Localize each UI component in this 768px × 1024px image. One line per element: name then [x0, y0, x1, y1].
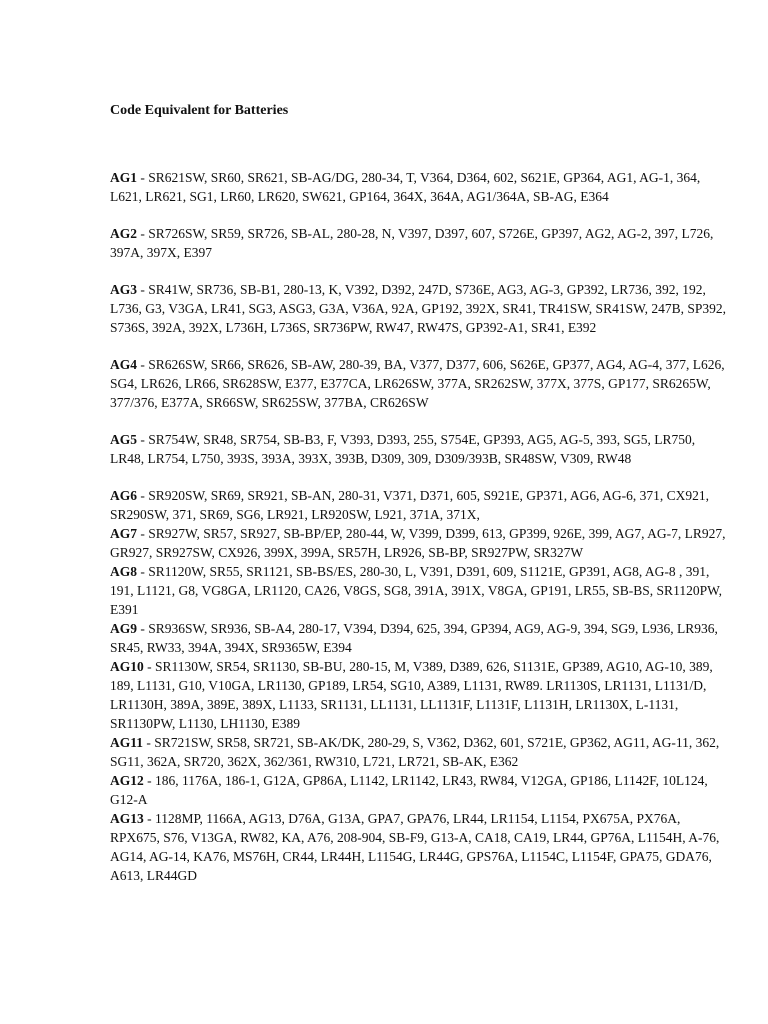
battery-entry-ag1	[110, 168, 728, 206]
battery-entry-ag2	[110, 224, 728, 262]
battery-code: AG13	[110, 811, 144, 826]
battery-entry-ag4	[110, 355, 728, 412]
battery-equivalents: - SR626SW, SR66, SR626, SB-AW, 280-39, BA, V377, D377, 606, S626E, GP377, AG4, AG-4, 377, L626, SG4, LR626, LR66, SR628SW, E377, E377CA, LR626SW, 377A, SR262SW, 377X, 377S, GP177, SR6265W, 377/376, E377A, SR66SW, SR625SW, 377BA, CR626SW	[110, 357, 725, 410]
battery-equivalents: - SR1120W, SR55, SR1121, SB-BS/ES, 280-30, L, V391, D391, 609, S1121E, GP391, AG8, AG-8 , 391, 191, L1121, G8, VG8GA, LR1120, CA26, V8GS, SG8, 391A, 391X, V8GA, GP191, LR55, SB-BS, SR1120PW, E391	[110, 564, 722, 617]
battery-entry-ag3	[110, 280, 728, 337]
battery-code: AG9	[110, 621, 137, 636]
battery-equivalents: - 1128MP, 1166A, AG13, D76A, G13A, GPA7, GPA76, LR44, LR1154, L1154, PX675A, PX76A, RPX675, S76, V13GA, RW82, KA, A76, 208-904, SB-F9, G13-A, CA18, CA19, LR44, GP76A, L1154H, A-76, AG14, AG-14, KA76, MS76H, CR44, LR44H, L1154G, LR44G, GPS76A, L1154C, L1154F, GPA75, GDA76, A613, LR44GD	[110, 811, 720, 883]
battery-entry-ag5	[110, 430, 728, 468]
battery-code: AG7	[110, 526, 137, 541]
battery-entry-ag9	[110, 619, 728, 657]
battery-equivalents: - SR621SW, SR60, SR621, SB-AG/DG, 280-34, T, V364, D364, 602, S621E, GP364, AG1, AG-1, 364, L621, LR621, SG1, LR60, LR620, SW621, GP164, 364X, 364A, AG1/364A, SB-AG, E364	[110, 170, 701, 204]
battery-entry-ag7	[110, 524, 728, 562]
battery-entry-ag11	[110, 733, 728, 771]
battery-equivalents: - SR920SW, SR69, SR921, SB-AN, 280-31, V371, D371, 605, S921E, GP371, AG6, AG-6, 371, CX921, SR290SW, 371, SR69, SG6, LR921, LR920SW, L921, 371A, 371X,	[110, 488, 709, 522]
battery-code: AG5	[110, 432, 137, 447]
battery-code: AG2	[110, 226, 137, 241]
battery-equivalents: - 186, 1176A, 186-1, G12A, GP86A, L1142, LR1142, LR43, RW84, V12GA, GP186, L1142F, 10L124, G12-A	[110, 773, 708, 807]
battery-code: AG10	[110, 659, 144, 674]
document-title: Code Equivalent for Batteries	[110, 103, 289, 118]
document-page	[110, 101, 728, 885]
battery-equivalents: - SR726SW, SR59, SR726, SB-AL, 280-28, N, V397, D397, 607, S726E, GP397, AG2, AG-2, 397, L726, 397A, 397X, E397	[110, 226, 714, 260]
battery-code: AG8	[110, 564, 137, 579]
battery-entry-ag8	[110, 562, 728, 619]
battery-entry-ag13	[110, 809, 728, 885]
battery-entry-ag12	[110, 771, 728, 809]
battery-equivalents: - SR41W, SR736, SB-B1, 280-13, K, V392, D392, 247D, S736E, AG3, AG-3, GP392, LR736, 392, 192, L736, G3, V3GA, LR41, SG3, ASG3, G3A, V36A, 92A, GP192, 392X, SR41, TR41SW, SR41SW, 247B, SP392, S736S, 392A, 392X, L736H, L736S, SR736PW, RW47, RW47S, GP392-A1, SR41, E392	[110, 282, 726, 335]
battery-equivalents: - SR936SW, SR936, SB-A4, 280-17, V394, D394, 625, 394, GP394, AG9, AG-9, 394, SG9, L936, LR936, SR45, RW33, 394A, 394X, SR9365W, E394	[110, 621, 718, 655]
battery-code: AG12	[110, 773, 144, 788]
battery-code: AG6	[110, 488, 137, 503]
battery-equivalents: - SR754W, SR48, SR754, SB-B3, F, V393, D393, 255, S754E, GP393, AG5, AG-5, 393, SG5, LR750, LR48, LR754, L750, 393S, 393A, 393X, 393B, D309, 309, D309/393B, SR48SW, V309, RW48	[110, 432, 696, 466]
battery-entry-ag6	[110, 486, 728, 524]
battery-code: AG3	[110, 282, 137, 297]
battery-equivalents: - SR927W, SR57, SR927, SB-BP/EP, 280-44, W, V399, D399, 613, GP399, 926E, 399, AG7, AG-7, LR927, GR927, SR927SW, CX926, 399X, 399A, SR57H, LR926, SB-BP, SR927PW, SR327W	[110, 526, 726, 560]
battery-code-list	[110, 168, 728, 885]
battery-equivalents: - SR721SW, SR58, SR721, SB-AK/DK, 280-29, S, V362, D362, 601, S721E, GP362, AG11, AG-11, 362, SG11, 362A, SR720, 362X, 362/361, RW310, L721, LR721, SB-AK, E362	[110, 735, 720, 769]
battery-equivalents: - SR1130W, SR54, SR1130, SB-BU, 280-15, M, V389, D389, 626, S1131E, GP389, AG10, AG-10, 389, 189, L1131, G10, V10GA, LR1130, GP189, LR54, SG10, A389, L1131, RW89. LR1130S, LR1131, L1131/D, LR1130H, 389A, 389E, 389X, L1133, SR1131, LL1131, LL1131F, L1131F, L1131H, LR1130X, L-1131, SR1130PW, L1130, LH1130, E389	[110, 659, 713, 731]
battery-code: AG1	[110, 170, 137, 185]
battery-code: AG4	[110, 357, 137, 372]
battery-entry-ag10	[110, 657, 728, 733]
battery-code: AG11	[110, 735, 144, 750]
